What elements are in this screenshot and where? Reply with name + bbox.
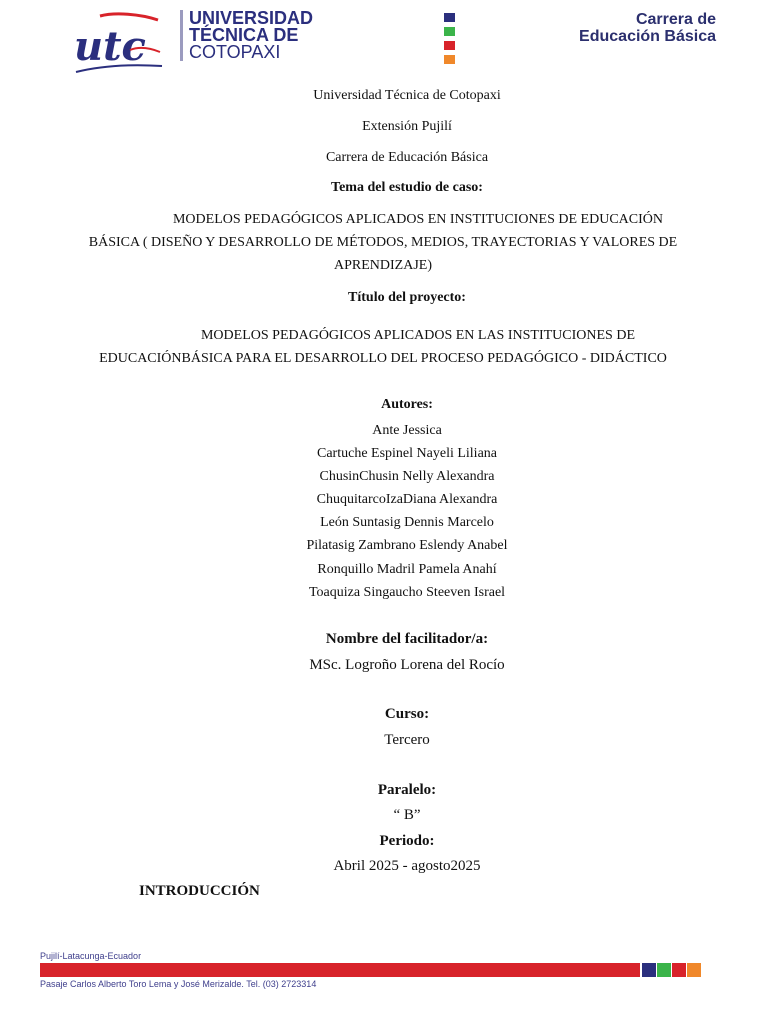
color-square-red	[444, 41, 455, 50]
footer-square-red	[672, 963, 686, 977]
university-wordmark	[180, 10, 313, 61]
case-study-label: Tema del estudio de caso:	[331, 180, 483, 195]
introduction-heading: INTRODUCCIÓN	[139, 883, 260, 899]
author-item: León Suntasig Dennis Marcelo	[320, 515, 494, 531]
authors-label: Autores:	[381, 397, 433, 412]
project-title-text: MODELOS PEDAGÓGICOS APLICADOS EN LAS INSTITUCIONES DE EDUCACIÓNBÁSICA PARA EL DESARROLLO DEL PROCESO PEDAGÓGICO - DIDÁCTICO	[99, 328, 667, 366]
career-name: Carrera de Educación Básica	[325, 150, 489, 165]
author-item: Pilatasig Zambrano Eslendy Anabel	[306, 538, 508, 554]
project-title-label: Título del proyecto:	[348, 290, 466, 305]
institution-name: Universidad Técnica de Cotopaxi	[313, 88, 501, 103]
facilitator-label: Nombre del facilitador/a:	[325, 631, 489, 647]
utc-logo	[70, 10, 170, 76]
course-label: Curso:	[384, 706, 430, 722]
period-value: Abril 2025 - agosto2025	[333, 858, 481, 874]
university-line-1: UNIVERSIDAD	[189, 8, 314, 28]
author-item: Toaquiza Singaucho Steeven Israel	[308, 584, 506, 600]
color-square-green	[444, 27, 455, 36]
career-wordmark	[560, 11, 716, 45]
color-square-blue	[444, 13, 455, 22]
footer-color-squares	[642, 963, 702, 982]
utc-logo-text: utc	[74, 23, 146, 70]
author-item: Ronquillo Madril Pamela Anahí	[317, 561, 497, 577]
course-value: Tercero	[384, 732, 430, 748]
extension-name: Extensión Pujilí	[362, 119, 452, 134]
case-study-theme-text: MODELOS PEDAGÓGICOS APLICADOS EN INSTITUCIONES DE EDUCACIÓN BÁSICA ( DISEÑO Y DESARROLLO DE MÉTODOS, MEDIOS, TRAYECTORIAS Y VALORES DE APRENDIZAJE)	[88, 212, 678, 273]
color-square-orange	[444, 55, 455, 64]
facilitator-name: MSc. Logroño Lorena del Rocío	[309, 657, 505, 673]
footer-square-blue	[642, 963, 656, 977]
case-study-theme	[88, 208, 678, 277]
author-item: ChuquitarcoIzaDiana Alexandra	[316, 492, 498, 508]
authors-list	[0, 419, 768, 604]
period-label: Periodo:	[379, 833, 435, 849]
footer-square-green	[657, 963, 671, 977]
parallel-label: Paralelo:	[377, 782, 437, 798]
university-line-2: TÉCNICA DE	[189, 25, 299, 45]
parallel-value: “ B”	[393, 807, 421, 823]
wordmark-divider	[180, 10, 183, 61]
brand-color-squares	[444, 13, 458, 69]
project-title	[88, 324, 678, 370]
footer-address: Pasaje Carlos Alberto Toro Lema y José Merizalde. Tel. (03) 2723314	[40, 979, 317, 989]
university-line-3: COTOPAXI	[189, 42, 281, 62]
author-item: Cartuche Espinel Nayeli Liliana	[317, 446, 497, 462]
author-item: Ante Jessica	[372, 423, 442, 438]
footer-square-orange	[687, 963, 701, 977]
career-line-2: Educación Básica	[579, 28, 716, 45]
career-line-1: Carrera de	[635, 11, 716, 28]
author-item: ChusinChusin Nelly Alexandra	[319, 469, 495, 485]
footer-red-bar	[40, 963, 640, 977]
footer-location: Pujilí-Latacunga-Ecuador	[40, 951, 142, 961]
